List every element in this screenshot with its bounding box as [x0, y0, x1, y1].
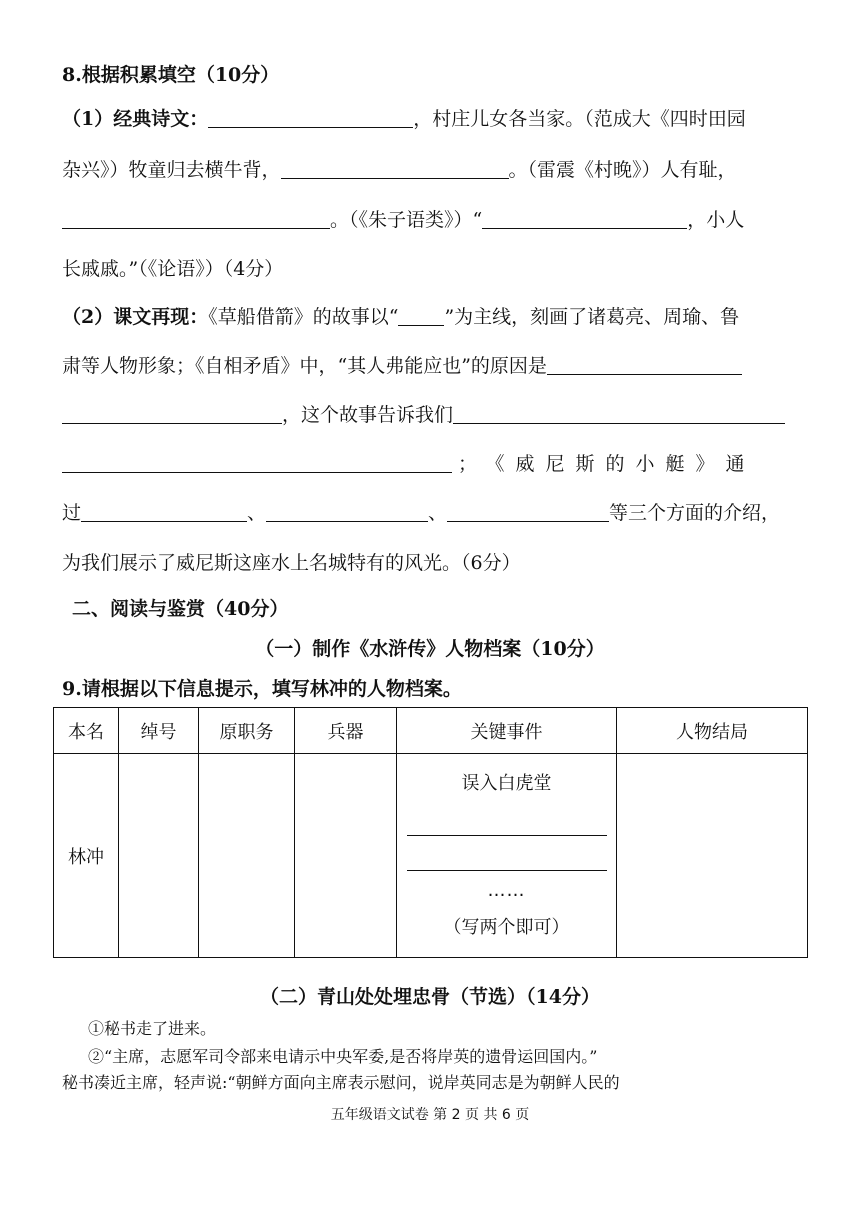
q8-p2-text: ，这个故事告诉我们 — [282, 404, 454, 426]
answer-blank[interactable] — [447, 501, 609, 522]
q8-p2-text: 《威尼斯的小艇》通 — [495, 453, 756, 475]
q8-p1-text: 。（雷震《村晚》）人有耻， — [508, 159, 737, 181]
q8-p2-line6: 为我们展示了威尼斯这座水上名城特有的风光。（6分） — [62, 552, 521, 574]
q8-p1-label: （1）经典诗文： — [62, 108, 209, 130]
q8-p2-line2 — [62, 353, 742, 379]
q8-p1-line1 — [62, 106, 746, 132]
q8-p2-line3 — [62, 402, 785, 428]
q8-p2-text: 过 — [62, 502, 82, 524]
q8-p1-text: 。（《朱子语类》）“ — [330, 209, 483, 231]
event-item: 误入白虎堂 — [461, 772, 552, 794]
header-nickname: 绰号 — [119, 708, 199, 754]
event-answer-blank[interactable] — [407, 836, 607, 871]
q8-p2-text: 肃等人物形象；《自相矛盾》中，“其人弗能应也”的原因是 — [62, 355, 547, 377]
answer-blank[interactable] — [62, 452, 452, 473]
q8-p2-text: ； — [458, 453, 478, 475]
cell-original-post-answer[interactable] — [199, 754, 295, 958]
passage-para2-line2: 秘书凑近主席，轻声说:“朝鲜方面向主席表示慰问，说岸英同志是为朝鲜人民的 — [62, 1073, 620, 1092]
page-footer: 五年级语文试卷 第 2 页 共 6 页 — [330, 1107, 530, 1123]
q8-p1-line3 — [62, 207, 744, 233]
q8-p2-text: 等三个方面的介绍， — [609, 502, 781, 524]
cell-nickname-answer[interactable] — [119, 754, 199, 958]
answer-blank[interactable] — [482, 208, 687, 229]
passage-para1: ①秘书走了进来。 — [88, 1019, 217, 1038]
cell-key-events — [397, 754, 617, 958]
section2-title: 二、阅读与鉴赏（40分） — [72, 598, 289, 620]
answer-blank[interactable] — [266, 501, 428, 522]
header-key-events: 关键事件 — [397, 708, 617, 754]
cell-real-name: 林冲 — [54, 754, 119, 958]
part1-title: （一）制作《水浒传》人物档案（10分） — [255, 638, 605, 660]
answer-blank[interactable] — [281, 158, 509, 179]
q8-p1-text: ，村庄儿女各当家。（范成大《四时田园 — [413, 108, 746, 130]
q8-p2-line1 — [62, 304, 739, 330]
q8-p2-text: 、 — [428, 502, 448, 524]
event-note: （写两个即可） — [443, 916, 570, 938]
answer-blank[interactable] — [62, 403, 282, 424]
event-answer-blank[interactable] — [407, 801, 607, 836]
cell-ending-answer[interactable] — [617, 754, 808, 958]
answer-blank[interactable] — [398, 305, 444, 326]
q8-p1-text: ，小人 — [687, 209, 745, 231]
q8-p2-text: 《草船借箭》的故事以“ — [208, 306, 399, 328]
answer-blank[interactable] — [208, 107, 413, 128]
header-weapon: 兵器 — [295, 708, 397, 754]
header-original-post: 原职务 — [199, 708, 295, 754]
answer-blank[interactable] — [547, 354, 742, 375]
table-row — [54, 754, 808, 958]
part2-title: （二）青山处处埋忠骨（节选）（14分） — [260, 986, 600, 1008]
event-ellipsis: …… — [487, 879, 526, 901]
q8-p2-text: 、 — [247, 502, 267, 524]
q8-p1-line4: 长戚戚。”（《论语》）（4分） — [62, 258, 284, 280]
answer-blank[interactable] — [62, 208, 330, 229]
header-real-name: 本名 — [54, 708, 119, 754]
q9-title: 9.请根据以下信息提示，填写林冲的人物档案。 — [62, 678, 462, 700]
answer-blank[interactable] — [81, 501, 247, 522]
character-profile-table — [53, 707, 808, 958]
answer-blank[interactable] — [453, 403, 785, 424]
q8-p2-line5 — [62, 500, 780, 526]
q8-p2-label: （2）课文再现： — [62, 306, 209, 328]
q8-p1-text: 杂兴》）牧童归去横牛背， — [62, 159, 281, 181]
q8-p1-line2 — [62, 157, 737, 183]
passage-para2-line1: ②“主席，志愿军司令部来电请示中央军委,是否将岸英的遗骨运回国内。” — [88, 1047, 598, 1066]
q8-p2-line4 — [62, 451, 756, 477]
q8-title: 8.根据积累填空（10分） — [62, 64, 280, 86]
table-header-row — [54, 708, 808, 754]
q8-p2-text: ”为主线，刻画了诸葛亮、周瑜、鲁 — [444, 306, 740, 328]
cell-weapon-answer[interactable] — [295, 754, 397, 958]
header-ending: 人物结局 — [617, 708, 808, 754]
